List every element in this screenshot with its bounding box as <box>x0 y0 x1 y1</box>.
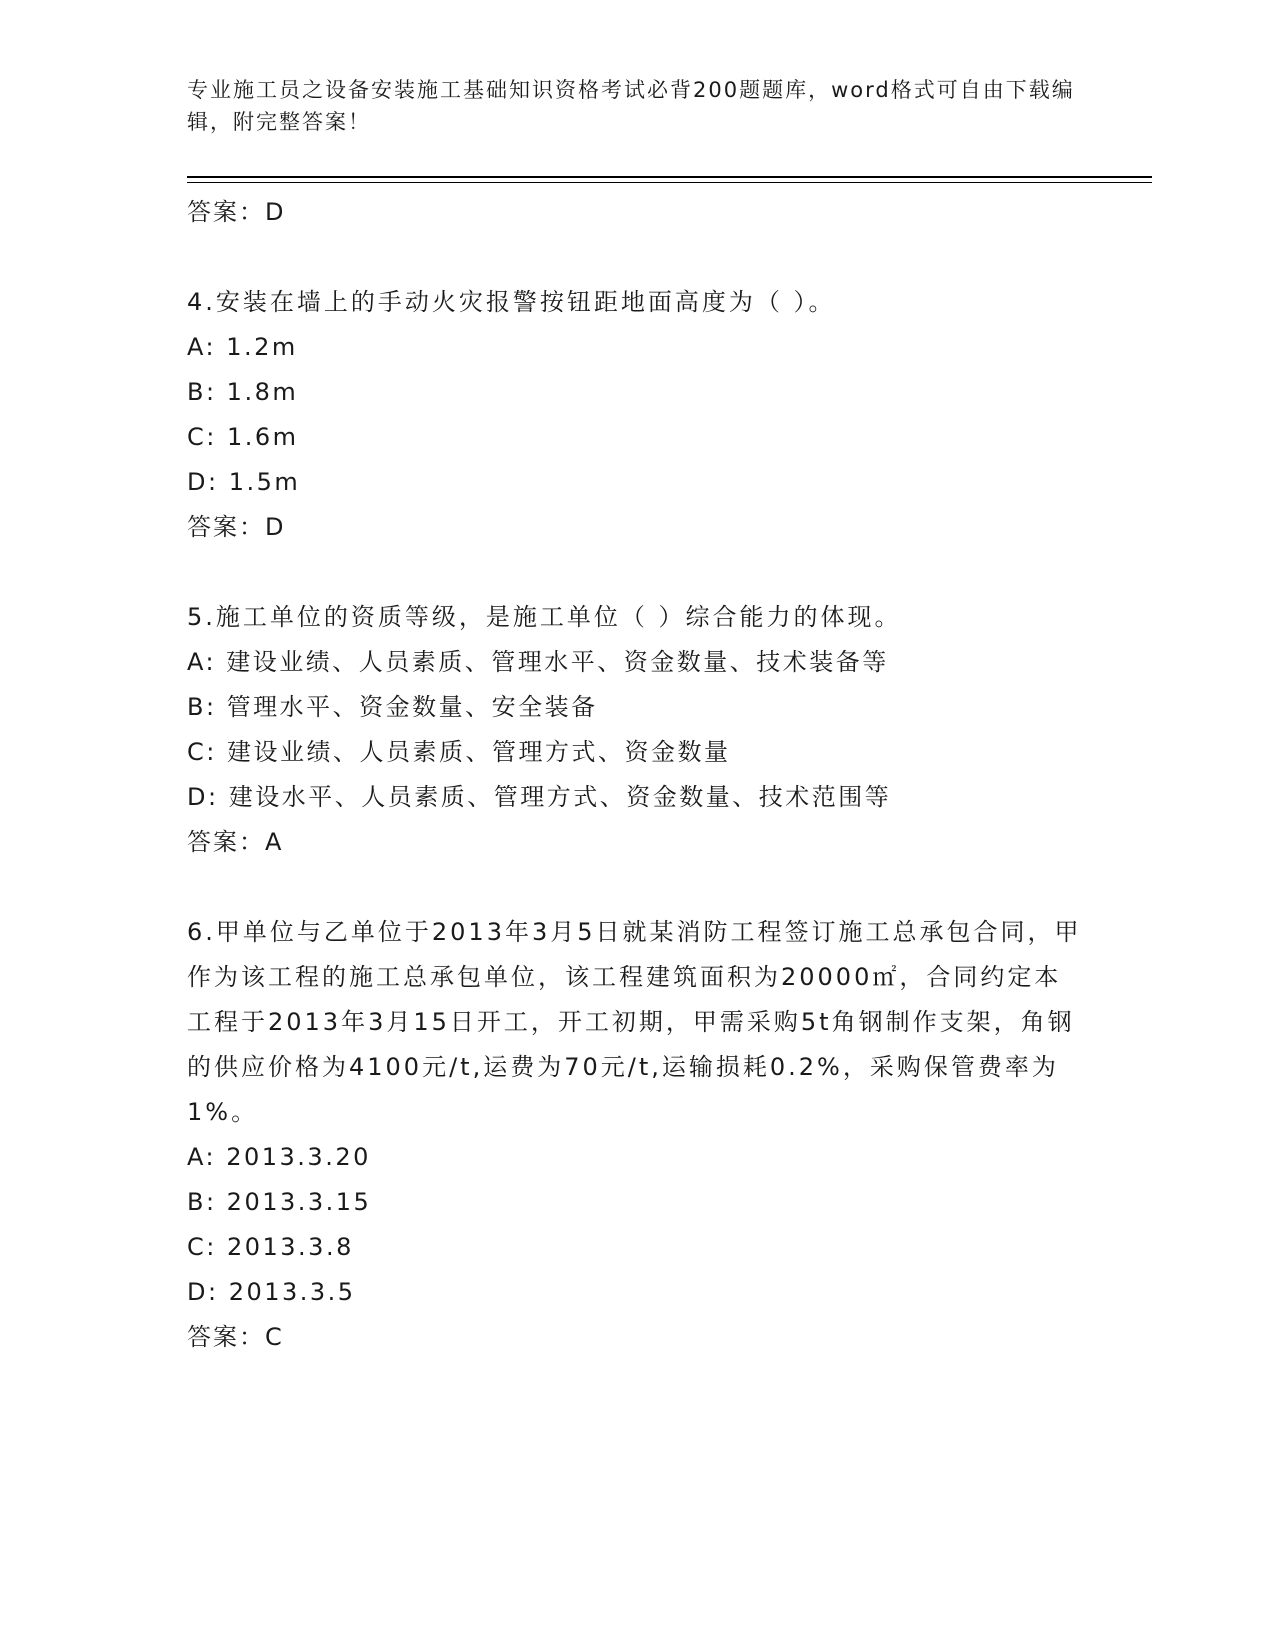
answer: 答案：C <box>187 1323 284 1351</box>
spacer <box>187 865 1087 910</box>
answer: 答案：A <box>187 828 284 856</box>
option-b: B: 1.8m <box>187 378 299 406</box>
spacer <box>187 235 1087 280</box>
answer: 答案：D <box>187 513 286 541</box>
answer-prev: 答案：D <box>187 198 286 226</box>
question-list <box>187 190 1087 1360</box>
option-a: A: 2013.3.20 <box>187 1143 371 1171</box>
header-rule-thick <box>187 176 1152 178</box>
question-text: 5.施工单位的资质等级，是施工单位（ ）综合能力的体现。 <box>187 603 902 631</box>
option-b: B: 2013.3.15 <box>187 1188 372 1216</box>
question-block-6 <box>187 910 1087 1360</box>
option-c: C: 2013.3.8 <box>187 1233 354 1261</box>
option-d: D: 建设水平、人员素质、管理方式、资金数量、技术范围等 <box>187 783 892 811</box>
header-rule-thin <box>187 182 1152 183</box>
option-a: A: 建设业绩、人员素质、管理水平、资金数量、技术装备等 <box>187 648 889 676</box>
option-d: D: 1.5m <box>187 468 301 496</box>
question-text: 4.安装在墙上的手动火灾报警按钮距地面高度为（ ）。 <box>187 288 836 316</box>
option-b: B: 管理水平、资金数量、安全装备 <box>187 693 598 721</box>
question-block-5 <box>187 595 1087 865</box>
document-title: 专业施工员之设备安装施工基础知识资格考试必背200题题库，word格式可自由下载编辑，附完整答案！ <box>187 78 1075 134</box>
option-d: D: 2013.3.5 <box>187 1278 356 1306</box>
document-header <box>187 74 1087 138</box>
option-a: A: 1.2m <box>187 333 298 361</box>
option-c: C: 建设业绩、人员素质、管理方式、资金数量 <box>187 738 731 766</box>
question-block-4 <box>187 280 1087 550</box>
question-text: 6.甲单位与乙单位于2013年3月5日就某消防工程签订施工总承包合同，甲作为该工程的施工总承包单位，该工程建筑面积为20000㎡，合同约定本工程于2013年3月15日开工，开工初期，甲需采购5t角钢制作支架，角钢的供应价格为4100元/t,运费为70元/t,运输损耗0.2%，采购保管费率为1%。 <box>187 918 1082 1126</box>
option-c: C: 1.6m <box>187 423 299 451</box>
spacer <box>187 550 1087 595</box>
